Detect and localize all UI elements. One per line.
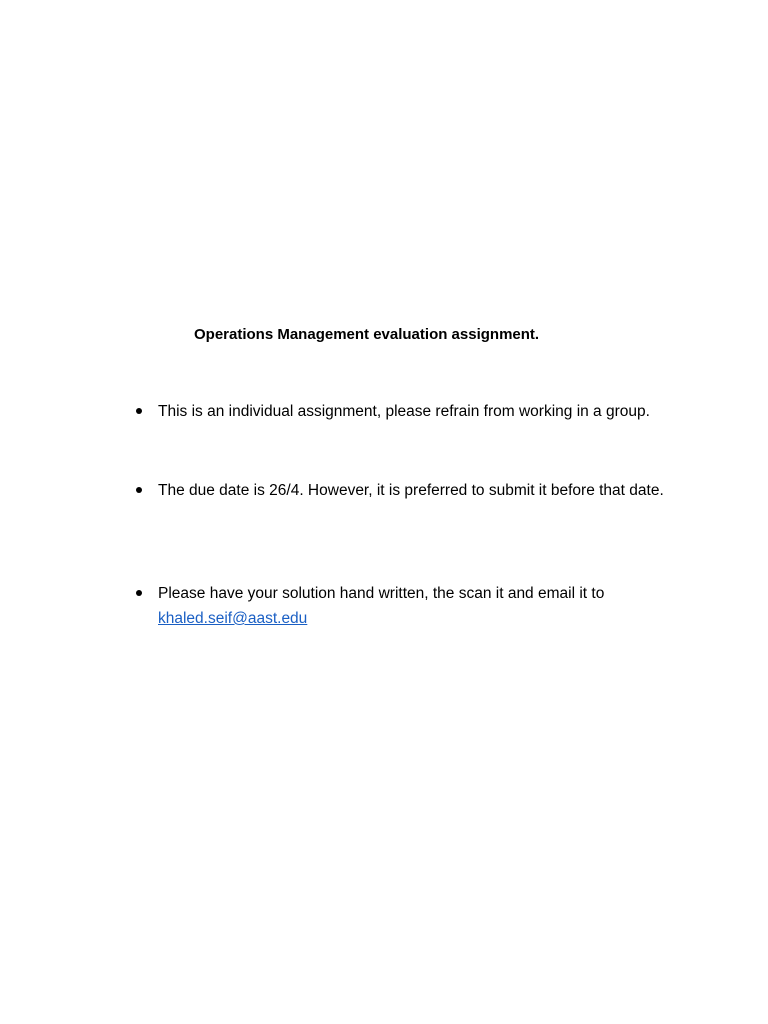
- list-item: [136, 581, 676, 631]
- bullet-icon: [136, 408, 142, 414]
- bullet-text: Please have your solution hand written, the scan it and email it to: [158, 585, 605, 602]
- bullet-icon: [136, 590, 142, 596]
- bullet-text-with-link: [158, 581, 676, 631]
- bullet-icon: [136, 487, 142, 493]
- bullet-text: This is an individual assignment, please refrain from working in a group.: [158, 403, 650, 420]
- document-title: Operations Management evaluation assignment.: [194, 326, 540, 343]
- email-link[interactable]: khaled.seif@aast.edu: [158, 610, 308, 627]
- list-item: [136, 478, 676, 503]
- bullet-text: The due date is 26/4. However, it is preferred to submit it before that date.: [158, 482, 664, 499]
- list-item: [136, 399, 676, 424]
